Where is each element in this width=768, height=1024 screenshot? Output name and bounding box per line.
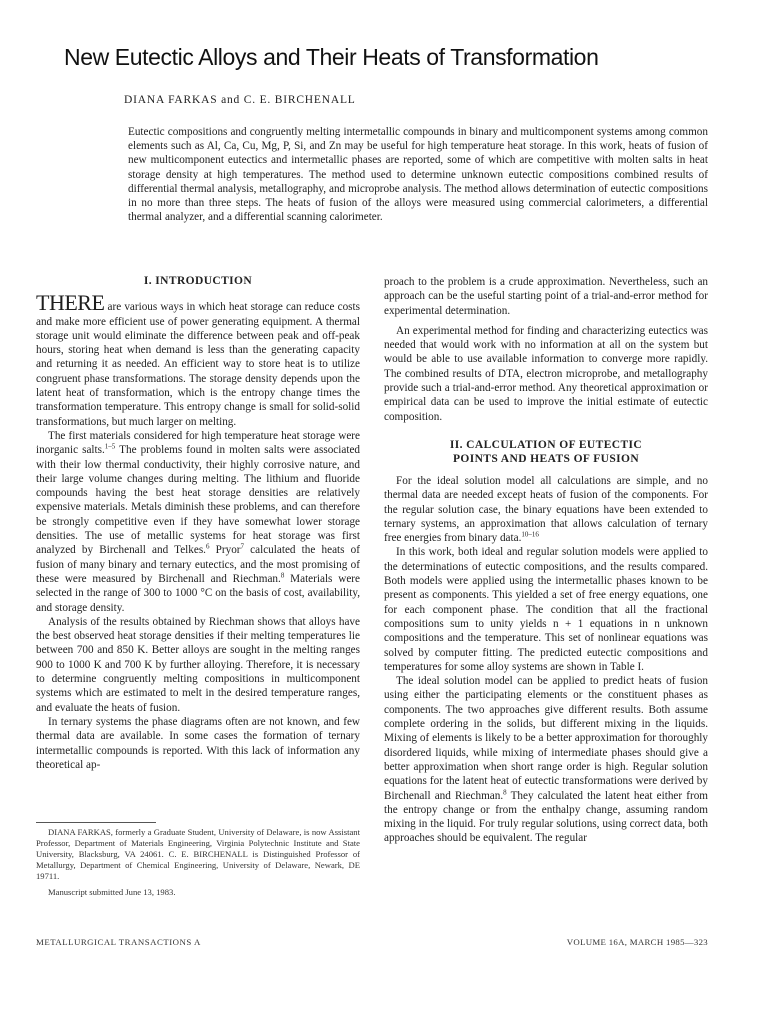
- abstract: Eutectic compositions and congruently melting intermetallic compounds in binary and multicomponent systems among common elements such as Al, Ca, Cu, Mg, P, Si, and Zn may be useful for high temperature heat storage. In this work, heats of fusion of new multicomponent eutectics and intermetallic phases are reported, some of which are competitive with molten salts in heat storage density at high temperatures. The method used to determine unknown eutectic compositions combined results of differential thermal analysis, metallography, and microprobe analysis. The method allows determination of eutectic compositions in no more than three steps. The heats of fusion of the alloys were measured using commercial calorimeters, a differential thermal analyzer, and a differential scanning calorimeter.: [128, 126, 708, 224]
- right-paragraph-5: The ideal solution model can be applied to predict heats of fusion using either the participating elements or the constituent phases as components. The two approaches give different results. Both assume complete ordering in the solids, but different mixing in the liquids. Mixing of elements is likely to be a better approximation for thoroughly disordered liquids, while mixing of intermediate phases should give a better approximation when short range order is high. Regular solution equations for the latent heat of eutectic transformations were derived by Birchenall and Riechman.$^8$ They calculated the latent heat either from the entropy change or from the enthalpy change, assuming random mixing in the liquid. For truly regular solutions, using correct data, both approaches should be equivalent. The regular: [384, 675, 708, 845]
- intro-paragraph-1: [36, 290, 360, 429]
- citation: 10–16: [521, 530, 539, 539]
- citation: 7: [240, 542, 245, 551]
- author-affiliation-note: DIANA FARKAS, formerly a Graduate Student, University of Delaware, is now Assistant Professor, Department of Materials Engineering, Virginia Polytechnic Institute and State University, Blacksburg, VA 24061. C. E. BIRCHENALL is Distinguished Professor of Metallurgy, Department of Chemical Engineering, University of Delaware, Newark, DE 19711.: [36, 827, 360, 881]
- citation: 6: [205, 542, 210, 551]
- right-paragraph-2: An experimental method for finding and characterizing eutectics was needed that would work with no information at all on the system but would be able to use available information to converge more rapidly. The combined results of DTA, electron microprobe, and metallography provide such a trial-and-error method. Any theoretical approximation or empirical data can be used to improve the initial estimate of eutectic composition.: [384, 324, 708, 423]
- manuscript-date-note: Manuscript submitted June 13, 1983.: [48, 887, 176, 897]
- section-heading-introduction: I. INTRODUCTION: [143, 275, 253, 287]
- right-paragraph-1: proach to the problem is a crude approximation. Nevertheless, such an approach can be the useful starting point of a trial-and-error method for experimental determination.: [384, 276, 708, 317]
- intro-paragraph-4: In ternary systems the phase diagrams often are not known, and few thermal data are available. In some cases the formation of ternary intermetallic compounds is reported. With this lack of information any theoretical ap-: [36, 715, 360, 771]
- intro-paragraph-3: Analysis of the results obtained by Riechman shows that alloys have the best observed heat storage densities if their melting temperatures lie between 700 and 850 K. Better alloys are sought in the melting ranges 900 to 1000 K and 700 K by further alloying. Therefore, it is necessary to determine congruently melting compositions in multicomponent systems which are estimated to melt in the desired temperature ranges, and evaluate the heats of fusion.: [36, 615, 360, 714]
- section-heading-calculation: [384, 438, 708, 466]
- drop-cap: THERE: [36, 290, 105, 316]
- right-column: [384, 275, 708, 846]
- author-line: DIANA FARKAS and C. E. BIRCHENALL: [124, 94, 356, 106]
- intro-paragraph-1-text: are various ways in which heat storage can reduce costs and make more efficient use of power generating equipment. A thermal storage unit would eliminate the difference between peak and off-peak hours, storing heat when demand is less than the generating capacity and returning it as needed. An efficient way to store heat is to utilize congruent phase transformations. The storage density depends upon the latent heat of transformation, which is the entropy change times the transformation temperature. This entropy change is small for solid-solid transformations, but much larger on melting.: [36, 301, 360, 428]
- citation: 1–5: [104, 442, 116, 451]
- footnotes: [36, 827, 360, 898]
- left-column: [36, 274, 360, 772]
- paper-title: New Eutectic Alloys and Their Heats of Transformation: [64, 44, 599, 70]
- citation: 8: [280, 571, 285, 580]
- right-paragraph-3: For the ideal solution model all calculations are simple, and no thermal data are needed except heats of fusion of the components. For the regular solution case, the binary equations have been extended to ternary systems, an approximation that allows calculation of ternary free energies from binary data.$^{10-16}$: [384, 474, 708, 545]
- footnote-divider: [36, 822, 156, 823]
- citation: 8: [503, 787, 507, 796]
- volume-page-number: VOLUME 16A, MARCH 1985—323: [566, 937, 708, 947]
- intro-paragraph-2: The first materials considered for high temperature heat storage were inorganic salts.$^{1-5}$ The problems found in molten salts were associated with their low thermal conductivity, their highly corrosive nature, and their large volume changes during melting. The lithium and fluoride compounds having the best heat storage densities are relatively expensive materials. Metals diminish these problems, and can therefore be strongly competitive even if they have somewhat lower storage densities. The use of metallic systems for heat storage was first analyzed by Birchenall and Telkes.$^6$ Pryor$^7$ calculated the heats of fusion of many binary and ternary eutectics, and the most promising of these were measured by Birchenall and Riechman.$^8$ Materials were selected in the range of 300 to 1000 °C on the basis of cost, availability, and storage density.: [36, 429, 361, 614]
- right-paragraph-4: In this work, both ideal and regular solution models were applied to the determinations of eutectic compositions, and the results compared. Both models were applied using the intermetallic phases known to be present as components. This yielded a set of free energy equations, one for each component phase. The condition that all the fractional compositions sum to unity yields n + 1 equations in n unknown compositions and the temperature. This set of nonlinear equations was solved by computer fitting. The predicted eutectic compositions and temperatures for some alloy systems are shown in Table I.: [384, 546, 708, 673]
- section-heading-line-2: POINTS AND HEATS OF FUSION: [452, 452, 640, 465]
- journal-name: METALLURGICAL TRANSACTIONS A: [36, 937, 201, 947]
- section-heading-line-1: II. CALCULATION OF EUTECTIC: [449, 438, 643, 451]
